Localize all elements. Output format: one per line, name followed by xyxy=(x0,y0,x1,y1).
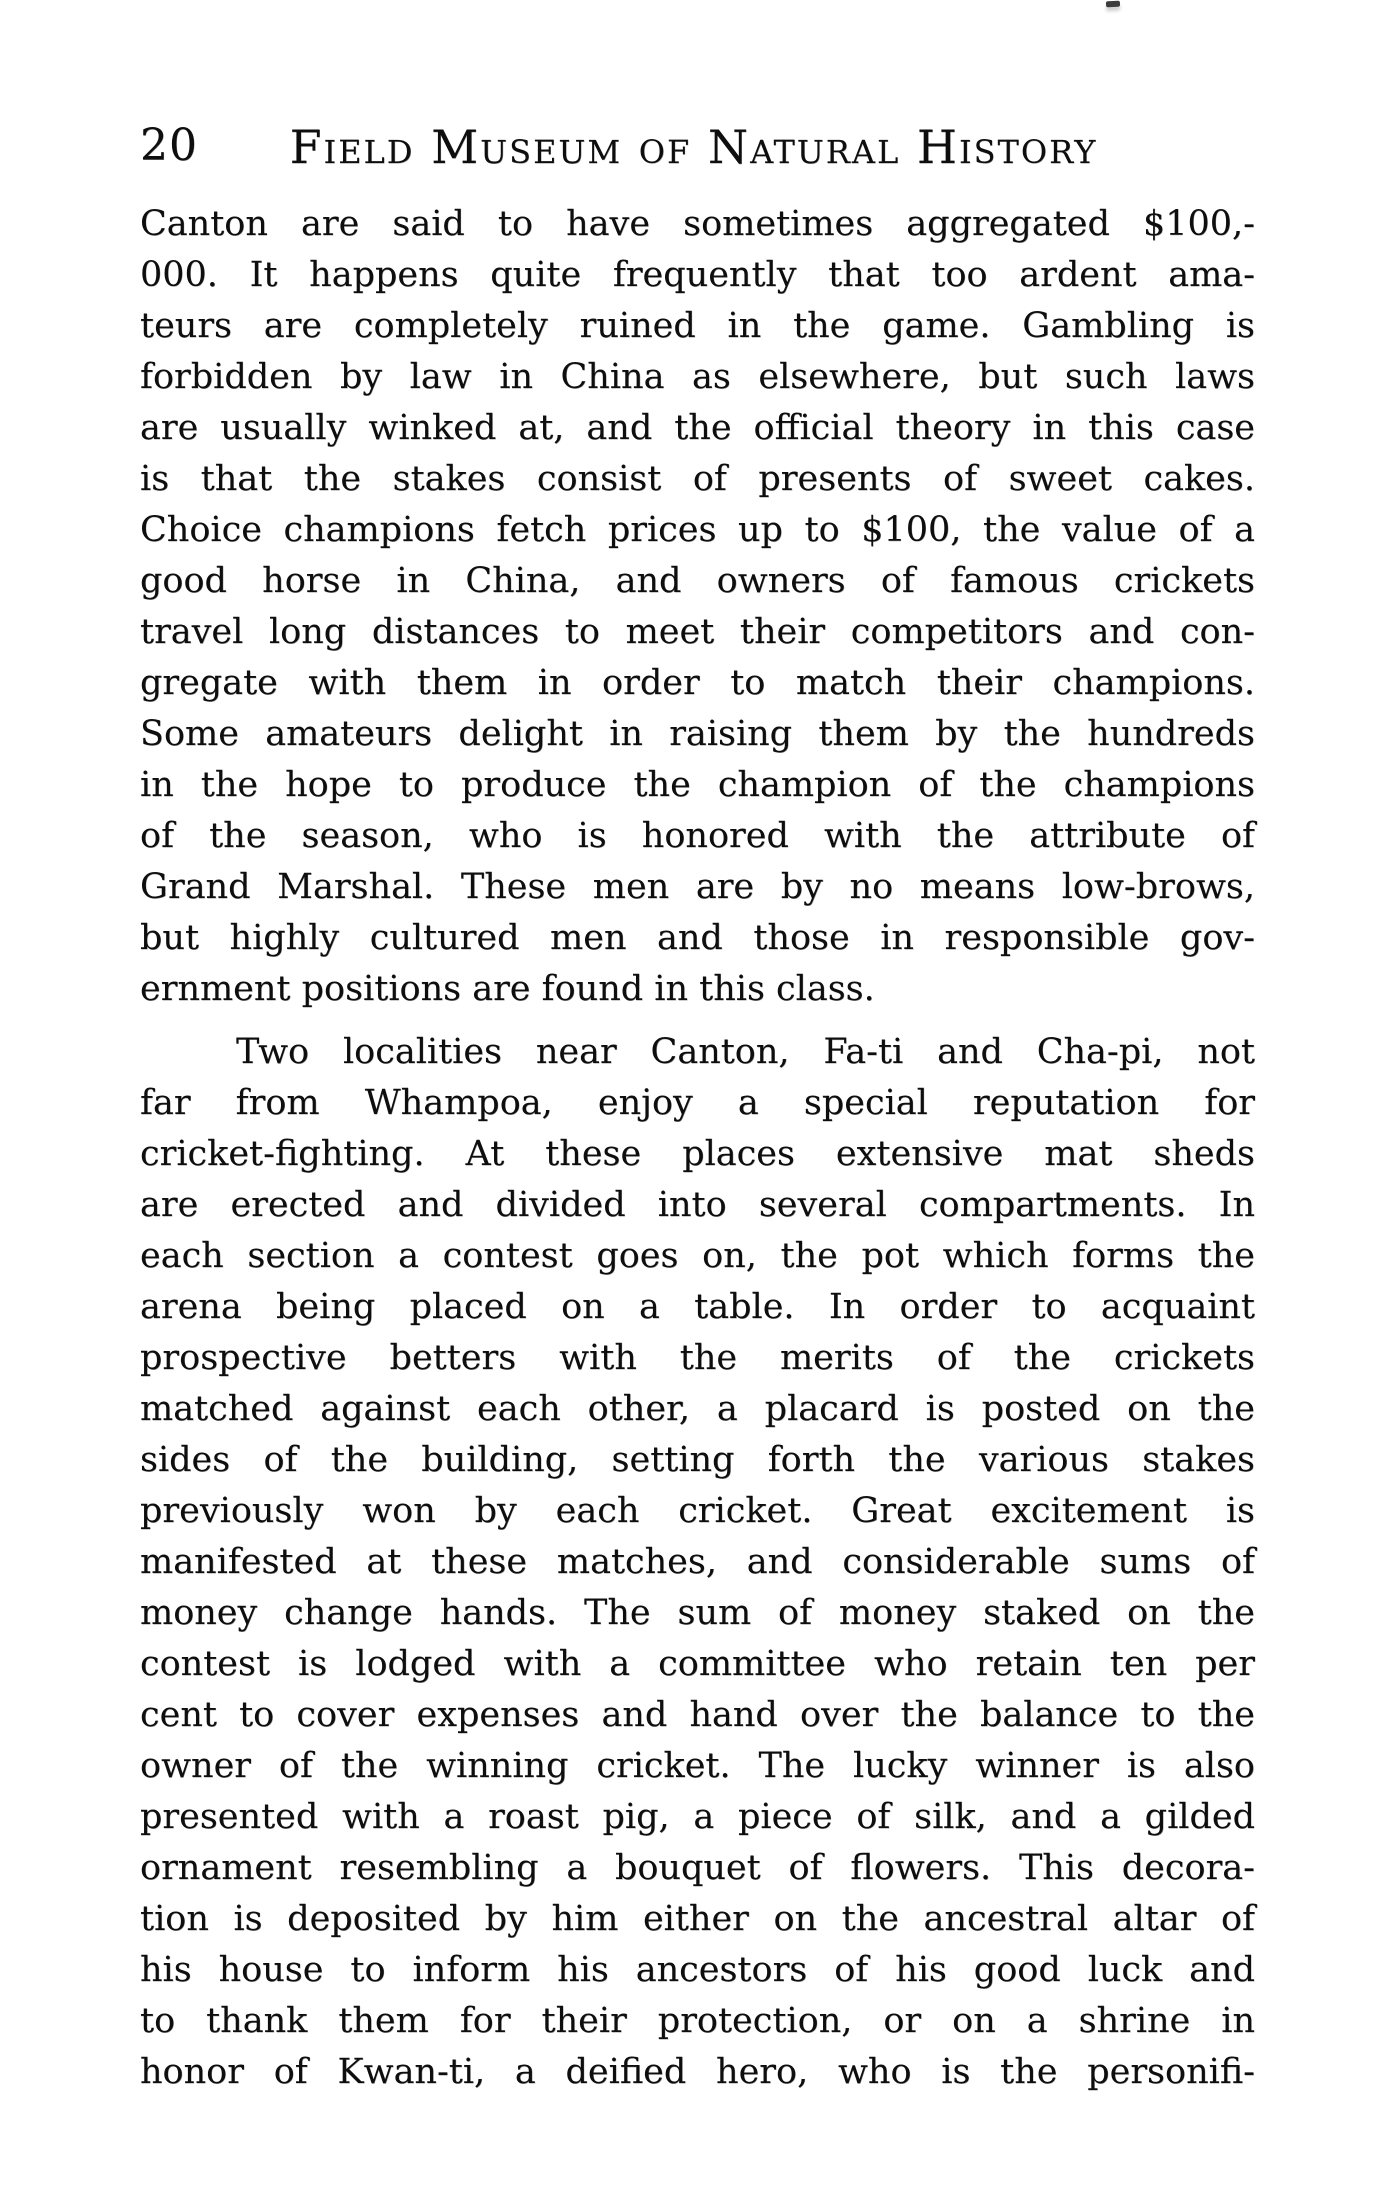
text-line: owner of the winning cricket. The lucky winner is also xyxy=(140,1746,1255,1786)
text-line: Choice champions fetch prices up to $100, the value of a xyxy=(140,510,1255,550)
text-line: gregate with them in order to match their champions. xyxy=(140,663,1255,703)
text-line: money change hands. The sum of money staked on the xyxy=(140,1593,1255,1633)
text-line: ornament resembling a bouquet of flowers. This decora- xyxy=(140,1848,1255,1888)
page-header xyxy=(0,122,1387,172)
text-line: each section a contest goes on, the pot which forms the xyxy=(140,1236,1255,1276)
text-line: Two localities near Canton, Fa-ti and Cha-pi, not xyxy=(236,1032,1255,1072)
text-line: Some amateurs delight in raising them by the hundreds xyxy=(140,714,1255,754)
text-line: cricket-fighting. At these places extensive mat sheds xyxy=(140,1134,1255,1174)
text-line: prospective betters with the merits of the crickets xyxy=(140,1338,1255,1378)
text-line: his house to inform his ancestors of his good luck and xyxy=(140,1950,1255,1990)
text-line: are usually winked at, and the official theory in this case xyxy=(140,408,1255,448)
text-line: is that the stakes consist of presents of sweet cakes. xyxy=(140,459,1255,499)
text-line: tion is deposited by him either on the ancestral altar of xyxy=(140,1899,1255,1939)
text-line: honor of Kwan-ti, a deified hero, who is the personifi- xyxy=(140,2052,1255,2092)
text-line: presented with a roast pig, a piece of silk, and a gilded xyxy=(140,1797,1255,1837)
paragraph xyxy=(140,199,1255,1015)
running-head-title: Field Museum of Natural History xyxy=(289,120,1098,174)
text-line: 000. It happens quite frequently that too ardent ama- xyxy=(140,255,1255,295)
text-line: Grand Marshal. These men are by no means low-brows, xyxy=(140,867,1255,907)
page-number: 20 xyxy=(140,120,198,171)
paragraph xyxy=(140,1027,1255,2098)
text-line: contest is lodged with a committee who retain ten per xyxy=(140,1644,1255,1684)
text-line: far from Whampoa, enjoy a special reputation for xyxy=(140,1083,1255,1123)
text-line: previously won by each cricket. Great excitement is xyxy=(140,1491,1255,1531)
text-line: good horse in China, and owners of famous crickets xyxy=(140,561,1255,601)
text-line: forbidden by law in China as elsewhere, but such laws xyxy=(140,357,1255,397)
text-line: matched against each other, a placard is posted on the xyxy=(140,1389,1255,1429)
ink-smudge-artifact xyxy=(1106,1,1120,8)
text-line: are erected and divided into several compartments. In xyxy=(140,1185,1255,1225)
text-line: cent to cover expenses and hand over the balance to the xyxy=(140,1695,1255,1735)
text-line: but highly cultured men and those in responsible gov- xyxy=(140,918,1255,958)
text-line: to thank them for their protection, or on a shrine in xyxy=(140,2001,1255,2041)
text-line: sides of the building, setting forth the various stakes xyxy=(140,1440,1255,1480)
text-line: of the season, who is honored with the attribute of xyxy=(140,816,1255,856)
text-line: arena being placed on a table. In order to acquaint xyxy=(140,1287,1255,1327)
text-line: manifested at these matches, and considerable sums of xyxy=(140,1542,1255,1582)
text-line: teurs are completely ruined in the game. Gambling is xyxy=(140,306,1255,346)
text-line: ernment positions are found in this class. xyxy=(140,969,875,1009)
text-line: travel long distances to meet their competitors and con- xyxy=(140,612,1255,652)
text-line: in the hope to produce the champion of the champions xyxy=(140,765,1255,805)
text-line: Canton are said to have sometimes aggregated $100,- xyxy=(140,204,1255,244)
page-body xyxy=(140,199,1255,2098)
